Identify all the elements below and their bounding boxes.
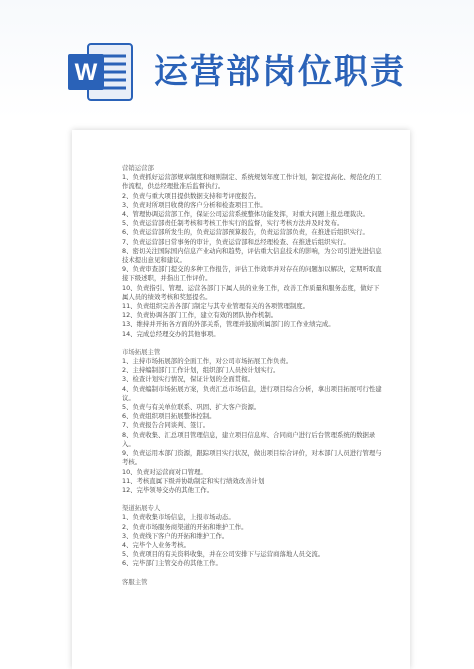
list-item: 9、负责运用本部门资源，跟踪项目实行状况，做出项目综合评价，对本部门人员进行管理与考核。 — [122, 449, 382, 467]
list-item: 3、检查计划实行情况，保证计划的全面贯彻。 — [122, 375, 254, 384]
list-item: 8、密切关注国际国内信息产业动向和趋势，评估重大信息技术的影响，为公司引进先进信息技术提出意见和建议。 — [122, 246, 382, 265]
document-page — [72, 130, 410, 669]
section-title: 客服主管 — [122, 577, 148, 586]
list-item: 10、负责指引、管理、运营各部门下属人员的业务工作，改善工作质量和服务态度，做好下属人员的绩效考核和奖惩提名。 — [122, 283, 380, 301]
section-gap — [122, 495, 384, 504]
page-title: 运营部岗位职责 — [154, 52, 406, 92]
list-item: 7、负责报告合同谈判、签订。 — [122, 421, 210, 430]
list-item: 3、负责线下客户的开拓和维护工作。 — [122, 531, 229, 540]
list-item: 5、负责运营部责任制考核和考核工作实行的监督，实行考核方法并及时发布。 — [122, 219, 344, 228]
list-item: 5、负责与有关单位联系、巩固、扩大客户资源。 — [122, 403, 261, 412]
list-item: 2、主持编制部门工作计划，组织部门人员按计划实行。 — [122, 366, 280, 375]
list-item: 4、负责编制市场拓展方案，负责汇总市场信息，进行项目综合分析，拿出项目拓展可行性建议。 — [122, 384, 382, 402]
section-title: 营销运营部 — [122, 164, 154, 172]
list-item: 6、完毕部门主管交办的其他工作。 — [122, 559, 222, 568]
list-item: 2、负责市场服务商渠道的开拓和维护工作。 — [122, 522, 248, 531]
section-gap — [122, 569, 384, 578]
section-title: 渠道拓展专人 — [122, 504, 161, 513]
list-item: 6、负责运营部所发生的，负责运营部预算报告，负责运营部负责，在推进后组织实行。 — [122, 228, 369, 237]
document-content — [122, 164, 384, 587]
list-item: 14、完成总经理交办的其他事项。 — [122, 329, 220, 338]
list-item: 7、负责运营部日常事务的审计，负责运营部和总经理检查、在推进后组织实行。 — [122, 237, 350, 246]
list-item: 12、负责协调各部门工作，建立有效的团队协作机制。 — [122, 311, 278, 320]
list-item: 4、完毕个人业务考核。 — [122, 540, 190, 549]
list-item: 1、负责抓好运营部规章制度和细则制定、系统规划年度工作计划，制定提高化、规范化的工作流程，供总经理批准后监督执行。 — [122, 173, 382, 191]
list-item: 2、负责与重大项目提供数据支持和考评度报告。 — [122, 191, 261, 200]
list-item: 12、完毕领导交办的其他工作。 — [122, 485, 214, 494]
list-item: 1、主持市场拓展部的全面工作，对公司市场拓展工作负责。 — [122, 357, 293, 366]
list-item: 10、负责对运营商对口管理。 — [122, 467, 207, 476]
list-item: 13、维持并开拓各方面的外部关系，管理并鼓励所属部门的工作业绩完成。 — [122, 320, 335, 329]
document-header — [0, 0, 474, 128]
list-item: 6、负责组织项目拓展整体控制。 — [122, 412, 216, 421]
word-icon-letter: W — [74, 59, 98, 86]
list-item: 9、负责审查部门提交的多种工作报告，评估工作效率并对存在的问题加以解决，定期听取直接下级述职，并指出工作评价。 — [122, 265, 382, 283]
word-doc-icon — [66, 42, 136, 102]
list-item: 11、考核直属下级并协助制定和实行绩效改善计划 — [122, 476, 265, 485]
list-item: 8、负责收集、汇总项目管理信息，建立项目信息库、合同商户进行后台管理系统的数据录入。 — [122, 430, 376, 448]
list-item: 11、负责组织完善各部门制定与其专业管理有关的各项管理制度。 — [122, 302, 310, 311]
section-title: 市场拓展主管 — [122, 347, 161, 356]
list-item: 5、负责项目的有关资料收集，并在公司安排下与运营商落地人员交流。 — [122, 550, 325, 559]
list-item: 3、负责对所项目收费的客户分析和检查项目工作。 — [122, 200, 267, 209]
list-item: 1、负责收集市场信息，上报市场动态。 — [122, 513, 235, 522]
list-item: 4、管理协调运营部工作，保证公司运营系统整体功能发挥，对重大问题上报总理裁决。 — [122, 210, 369, 219]
section-gap — [122, 339, 384, 348]
